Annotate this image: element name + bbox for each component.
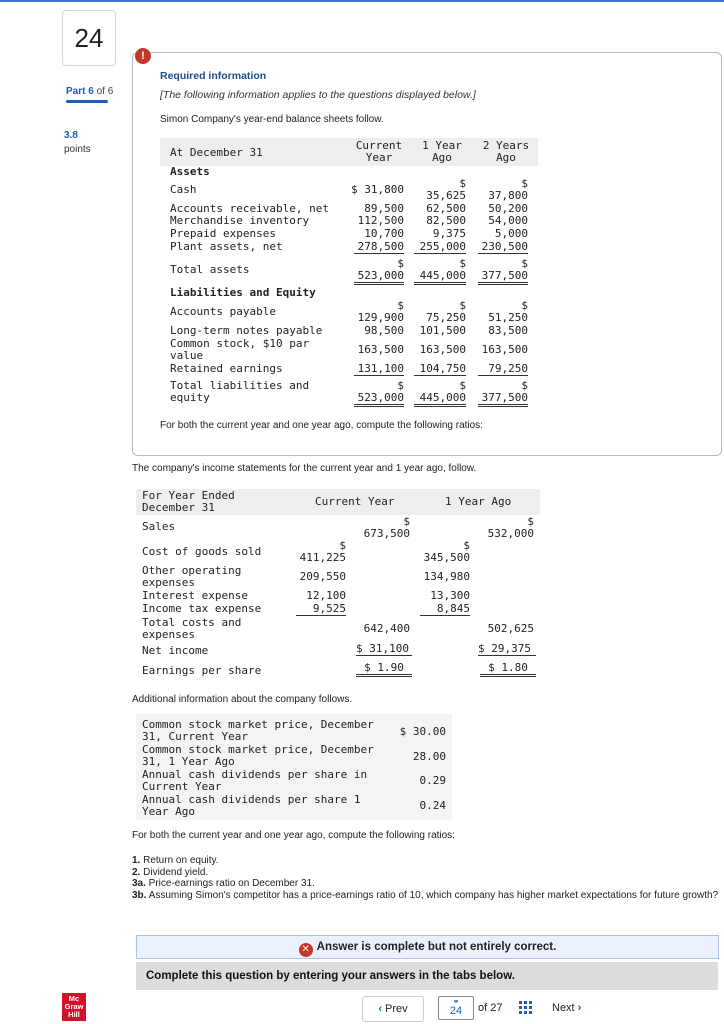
cell-value: 13,300: [430, 589, 470, 602]
cell-value: $ 31,100: [356, 643, 412, 656]
cell-value: 28.00: [412, 750, 446, 763]
cell-value: 82,500: [426, 214, 466, 227]
col-header-current: Current Year: [355, 139, 403, 164]
row-label: Merchandise inventory: [170, 214, 310, 227]
row-label: Plant assets, net: [170, 240, 283, 253]
grid-icon[interactable]: [519, 1001, 533, 1015]
cell-value: 131,100: [354, 363, 404, 376]
cell-value: 10,700: [364, 227, 404, 240]
cell-value: $ 345,500: [423, 539, 470, 564]
required-info-subtitle: [The following information applies to the questions displayed below.]: [160, 89, 476, 101]
next-label: Next: [552, 1002, 575, 1014]
cell-value: 12,100: [306, 589, 346, 602]
cell-value: 101,500: [419, 324, 466, 337]
next-button[interactable]: [552, 996, 581, 1020]
alert-icon: !: [135, 48, 151, 64]
cell-value: 642,400: [363, 622, 410, 635]
cell-value: $ 673,500: [363, 515, 410, 540]
ratios-instruction-1: For both the current year and one year ago, compute the following ratios:: [160, 420, 483, 431]
points-label: points: [64, 144, 91, 155]
cell-value: 9,525: [296, 603, 346, 616]
row-label: Common stock market price, December 31, Current Year: [142, 718, 374, 743]
cell-value: $ 377,500: [478, 380, 528, 407]
cell-value: 5,000: [494, 227, 528, 240]
ratio-list: [132, 855, 722, 901]
part-progress-bar: [66, 100, 108, 103]
list-item: 3b. Assuming Simon's competitor has a price-earnings ratio of 10, which company has higher market expectations for future growth?: [132, 889, 719, 901]
balance-sheet-intro: Simon Company's year-end balance sheets follow.: [160, 114, 384, 125]
row-label: Sales: [142, 520, 176, 533]
liab-heading: Liabilities and Equity: [170, 286, 316, 299]
cell-value: 54,000: [488, 214, 528, 227]
complete-prompt: Complete this question by entering your answers in the tabs below.: [136, 962, 718, 990]
row-label: Accounts payable: [170, 305, 276, 318]
cell-value: $ 523,000: [354, 380, 404, 407]
cell-value: 79,250: [478, 363, 528, 376]
row-label: Cash: [170, 183, 197, 196]
row-label: Common stock market price, December 31, 1 Year Ago: [142, 743, 374, 768]
row-label: Retained earnings: [170, 362, 283, 375]
assets-heading: Assets: [170, 165, 210, 178]
cell-value: $ 532,000: [487, 515, 534, 540]
cell-value: 112,500: [357, 214, 404, 227]
cell-value: 104,750: [414, 363, 466, 376]
current-page: 24: [449, 1005, 463, 1017]
cell-value: 9,375: [432, 227, 466, 240]
cell-value: 163,500: [357, 343, 404, 356]
points-info: [64, 129, 91, 157]
cell-value: $ 35,625: [426, 177, 466, 202]
part-current: 6: [88, 86, 94, 97]
row-label: Net income: [142, 644, 209, 657]
cell-value: 62,500: [426, 202, 466, 215]
error-x-icon: ✕: [299, 943, 313, 957]
cell-value: $ 37,800: [488, 177, 528, 202]
row-label: Long-term notes payable: [170, 324, 323, 337]
chevron-right-icon: ›: [577, 1002, 582, 1014]
cell-value: $ 445,000: [414, 258, 466, 285]
mcgraw-hill-logo: Mc Graw Hill: [62, 993, 86, 1021]
row-label: Accounts receivable, net: [170, 202, 329, 215]
row-label: Common stock, $10 par value: [170, 337, 310, 362]
cell-value: 0.29: [419, 774, 446, 787]
cell-value: 163,500: [481, 343, 528, 356]
cell-value: 230,500: [478, 241, 528, 254]
cell-value: $ 30.00: [399, 725, 446, 738]
cell-value: 83,500: [488, 324, 528, 337]
list-item: 1. Return on equity.: [132, 855, 219, 866]
header-label: At December 31: [170, 146, 263, 159]
cell-value: $ 31,800: [351, 183, 404, 196]
cell-value: 255,000: [414, 241, 466, 254]
cell-value: 98,500: [364, 324, 404, 337]
col-header-2yr: 2 Years Ago: [482, 139, 530, 164]
cell-value: 278,500: [354, 241, 404, 254]
row-label: Cost of goods sold: [142, 545, 262, 558]
cell-value: 50,200: [488, 202, 528, 215]
answer-status-banner: [136, 935, 719, 959]
row-label: Income tax expense: [142, 602, 262, 615]
cell-value: $ 129,900: [357, 299, 404, 324]
cell-value: $ 29,375: [478, 643, 536, 656]
row-label: Annual cash dividends per share in Current Year: [142, 768, 368, 793]
prev-label: Prev: [385, 1003, 408, 1015]
part-of: of 6: [93, 86, 114, 97]
cell-value: 134,980: [423, 570, 470, 583]
points-value: 3.8: [64, 130, 78, 141]
cell-value: $ 411,225: [299, 539, 346, 564]
cell-value: $ 445,000: [414, 380, 466, 407]
page-count: of 27: [478, 1002, 503, 1014]
cell-value: $ 51,250: [488, 299, 528, 324]
cell-value: 0.24: [419, 799, 446, 812]
link-icon: ⚭: [452, 997, 460, 1006]
cell-value: $ 1.80: [480, 662, 536, 677]
cell-value: $ 523,000: [354, 258, 404, 285]
income-statement-intro: The company's income statements for the current year and 1 year ago, follow.: [132, 463, 477, 474]
part-indicator: [66, 86, 113, 97]
chevron-left-icon: ‹: [378, 1003, 382, 1015]
row-label: Other operating expenses: [142, 564, 242, 589]
list-item: 3a. Price-earnings ratio on December 31.: [132, 878, 315, 889]
page-indicator[interactable]: [438, 996, 474, 1020]
col-header-1yr: 1 Year Ago: [445, 495, 512, 508]
prev-button[interactable]: [362, 996, 424, 1022]
income-header-label: For Year Ended December 31: [142, 489, 235, 514]
answer-status-text: Answer is complete but not entirely correct.: [316, 941, 557, 953]
cell-value: $ 1.90: [356, 662, 412, 677]
question-number: 24: [62, 10, 116, 66]
row-label: Earnings per share: [142, 664, 262, 677]
additional-info-intro: Additional information about the company follows.: [132, 694, 353, 705]
required-info-title: Required information: [160, 70, 267, 82]
cell-value: $ 377,500: [478, 258, 528, 285]
cell-value: 8,845: [420, 603, 470, 616]
top-accent-line: [0, 0, 724, 2]
cell-value: 209,550: [299, 570, 346, 583]
col-header-1yr: 1 Year Ago: [422, 139, 462, 164]
col-header-current: Current Year: [315, 495, 395, 508]
ratios-instruction-2: For both the current year and one year ago, compute the following ratios:: [132, 830, 455, 841]
row-label: Total costs and expenses: [142, 616, 242, 641]
cell-value: 502,625: [487, 622, 534, 635]
row-label: Total assets: [170, 263, 250, 276]
row-label: Prepaid expenses: [170, 227, 276, 240]
cell-value: $ 75,250: [426, 299, 466, 324]
part-label: Part: [66, 86, 89, 97]
cell-value: 163,500: [419, 343, 466, 356]
row-label: Annual cash dividends per share 1 Year Ago: [142, 793, 361, 818]
list-item: 2. Dividend yield.: [132, 866, 209, 878]
row-label: Total liabilities and equity: [170, 379, 310, 404]
row-label: Interest expense: [142, 589, 248, 602]
cell-value: 89,500: [364, 202, 404, 215]
